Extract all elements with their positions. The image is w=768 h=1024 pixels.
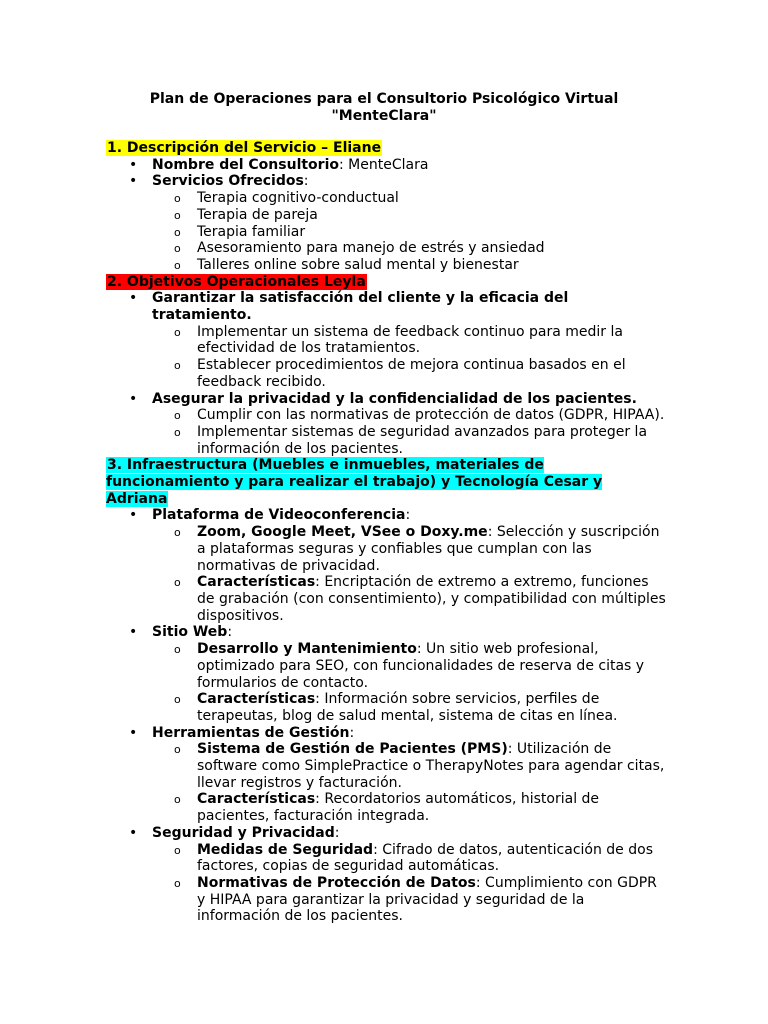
sub-list-item: o Cumplir con las normativas de protección de datos (GDPR, HIPAA).	[106, 407, 666, 424]
list-item	[106, 391, 666, 408]
heading-highlight-cyan: 3. Infraestructura (Muebles e inmuebles, materiales de funcionamiento y para realizar el trabajo) y Tecnología Cesar y Adriana	[106, 457, 603, 507]
list-item	[106, 507, 666, 524]
item-label: Zoom, Google Meet, VSee o Doxy.me	[197, 524, 488, 541]
sub-list-item	[106, 574, 666, 624]
item-text: : MenteClara	[339, 156, 429, 173]
item-label: Herramientas de Gestión	[152, 724, 350, 741]
sub-list-item: o Asesoramiento para manejo de estrés y ansiedad	[106, 240, 666, 257]
item-text: :	[349, 724, 355, 741]
item-text: :	[303, 173, 309, 190]
list-item	[106, 290, 666, 323]
item-label: Nombre del Consultorio	[152, 156, 339, 173]
item-label: Garantizar la satisfacción del cliente y la eficacia del tratamiento.	[152, 290, 569, 324]
item-text: : Selección y suscripción a plataformas seguras y confiables que cumplan con las normativas de privacidad.	[197, 524, 660, 574]
document-title	[0, 91, 768, 125]
list-item	[106, 825, 666, 842]
sub-list-item: o Implementar un sistema de feedback continuo para medir la efectividad de los tratamientos.	[106, 324, 666, 357]
item-text: :	[334, 824, 340, 841]
sub-list-item	[106, 875, 666, 925]
sub-list-item	[106, 691, 666, 724]
heading-highlight-red: 2. Objetivos Operacionales Leyla	[107, 273, 366, 290]
item-text: : Un sitio web profesional, optimizado para SEO, con funcionalidades de reserva de citas y formularios de contacto.	[197, 641, 645, 691]
list-item	[106, 157, 666, 174]
sub-list-item	[106, 741, 666, 791]
item-label: Características	[197, 691, 316, 708]
item-text: : Utilización de software como SimplePractice o TherapyNotes para agendar citas, llevar registros y facturación.	[197, 741, 665, 791]
item-text: :	[227, 624, 233, 641]
sub-list-item	[106, 524, 666, 574]
item-label: Características	[197, 574, 316, 591]
sub-list-item: o Establecer procedimientos de mejora continua basados en el feedback recibido.	[106, 357, 666, 390]
sub-list-item: o Talleres online sobre salud mental y bienestar	[106, 257, 666, 274]
title-line-2: "MenteClara"	[331, 108, 437, 124]
item-text: : Recordatorios automáticos, historial de pacientes, facturación integrada.	[197, 791, 600, 825]
sub-list-item	[106, 641, 666, 691]
list-item	[106, 725, 666, 742]
item-label: Sitio Web	[152, 624, 228, 641]
list-item	[106, 173, 666, 190]
item-label: Desarrollo y Mantenimiento	[197, 641, 417, 658]
item-label: Seguridad y Privacidad	[152, 824, 335, 841]
document-body	[106, 140, 666, 925]
sub-list-item: o Terapia cognitivo-conductual	[106, 190, 666, 207]
item-label: Servicios Ofrecidos	[152, 173, 304, 190]
sub-list-item: o Implementar sistemas de seguridad avanzados para proteger la información de los pacientes.	[106, 424, 666, 457]
item-text: : Encriptación de extremo a extremo, funciones de grabación (con consentimiento), y compatibilidad con múltiples dispositivos.	[197, 574, 666, 624]
item-label: Plataforma de Videoconferencia	[152, 507, 406, 524]
section-2-heading	[106, 274, 666, 291]
sub-list-item	[106, 791, 666, 824]
item-text: : Cumplimiento con GDPR y HIPAA para garantizar la privacidad y seguridad de la información de los pacientes.	[197, 874, 657, 925]
sub-list-item: o Terapia de pareja	[106, 207, 666, 224]
item-text: : Cifrado de datos, autenticación de dos factores, copias de seguridad automáticas.	[197, 841, 653, 875]
item-text: : Información sobre servicios, perfiles de terapeutas, blog de salud mental, sistema de citas en línea.	[197, 691, 618, 724]
item-label: Asegurar la privacidad y la confidencialidad de los pacientes.	[152, 390, 637, 407]
item-label: Normativas de Protección de Datos	[197, 874, 476, 891]
sub-list-item	[106, 842, 666, 875]
section-1-heading	[106, 140, 666, 157]
title-line-1: Plan de Operaciones para el Consultorio Psicológico Virtual	[149, 91, 619, 107]
item-label: Características	[197, 791, 316, 808]
heading-highlight-yellow: 1. Descripción del Servicio – Eliane	[107, 140, 382, 156]
item-label: Sistema de Gestión de Pacientes (PMS)	[197, 741, 508, 758]
list-item	[106, 624, 666, 641]
item-label: Medidas de Seguridad	[197, 841, 374, 858]
section-3-heading	[106, 457, 666, 507]
sub-list-item: o Terapia familiar	[106, 224, 666, 241]
item-text: :	[405, 507, 411, 524]
